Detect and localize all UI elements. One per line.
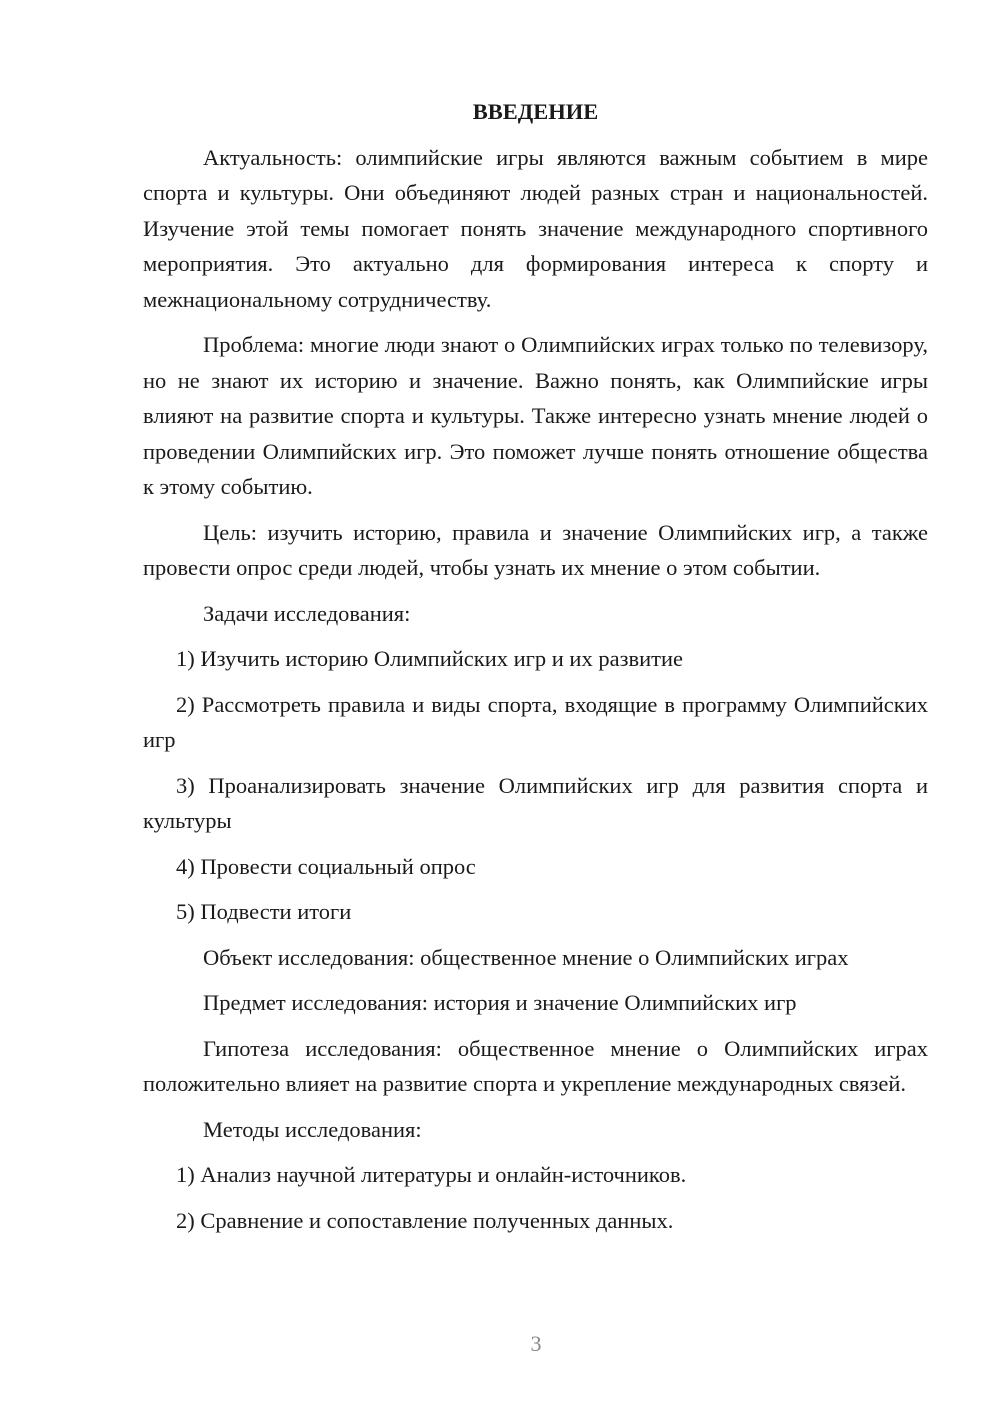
paragraph-problem: Проблема: многие люди знают о Олимпийских играх только по телевизору, но не знают их историю и значение. Важно понять, как Олимпийские игры влияют на развитие спорта и культуры. Также интересно узнать мнение людей о проведении Олимпийских игр. Это поможет лучше понять отношение общества к этому событию. bbox=[143, 332, 928, 499]
document-page bbox=[143, 94, 928, 1248]
task-item-2: 2) Рассмотреть правила и виды спорта, входящие в программу Олимпийских игр bbox=[143, 691, 928, 752]
task-item-1: 1) Изучить историю Олимпийских игр и их развитие bbox=[176, 646, 683, 671]
research-hypothesis: Гипотеза исследования: общественное мнение о Олимпийских играх положительно влияет на развитие спорта и укрепление международных связей. bbox=[143, 1035, 928, 1096]
paragraph-goal: Цель: изучить историю, правила и значение Олимпийских игр, а также провести опрос среди людей, чтобы узнать их мнение о этом событии. bbox=[143, 519, 928, 580]
research-subject: Предмет исследования: история и значение Олимпийских игр bbox=[203, 990, 797, 1015]
task-item-5: 5) Подвести итоги bbox=[176, 899, 352, 924]
tasks-heading: Задачи исследования: bbox=[203, 600, 411, 626]
document-title: ВВЕДЕНИЕ bbox=[472, 99, 599, 124]
method-item-1: 1) Анализ научной литературы и онлайн-источников. bbox=[176, 1162, 687, 1187]
task-item-3: 3) Проанализировать значение Олимпийских игр для развития спорта и культуры bbox=[143, 772, 928, 833]
research-object: Объект исследования: общественное мнение о Олимпийских играх bbox=[203, 944, 849, 970]
methods-heading: Методы исследования: bbox=[203, 1116, 422, 1142]
paragraph-relevance: Актуальность: олимпийские игры являются важным событием в мире спорта и культуры. Они объединяют людей разных стран и национальностей. Изучение этой темы помогает понять значение международного спортивного мероприятия. Это актуально для формирования интереса к спорту и межнациональному сотрудничеству. bbox=[143, 144, 928, 312]
page-number: 3 bbox=[530, 1331, 542, 1356]
task-item-4: 4) Провести социальный опрос bbox=[176, 853, 476, 879]
method-item-2: 2) Сравнение и сопоставление полученных данных. bbox=[176, 1207, 674, 1233]
